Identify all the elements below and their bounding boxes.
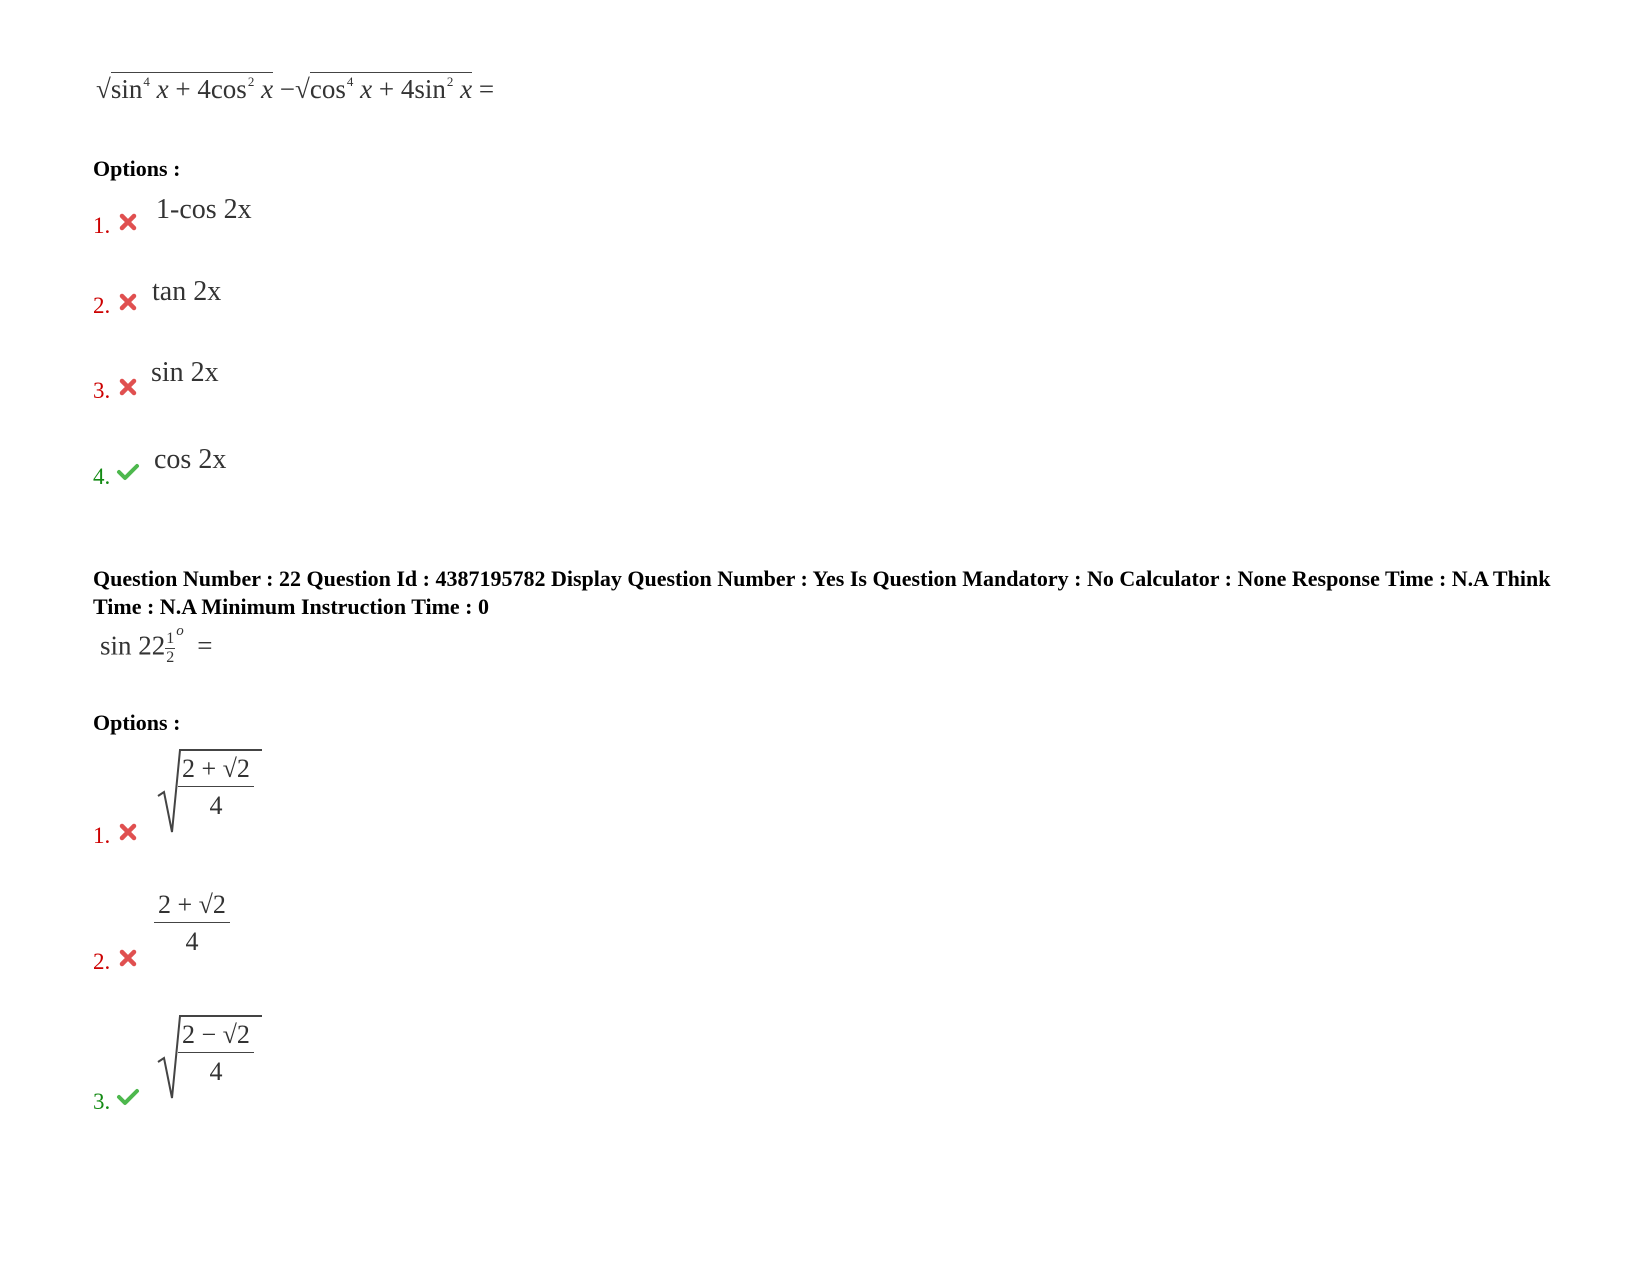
q21-options-label: Options : xyxy=(93,156,181,181)
q21-option-2-text: tan 2x xyxy=(152,276,222,307)
check-icon xyxy=(116,1087,140,1107)
cross-icon xyxy=(118,292,138,312)
q21-option-2-number: 2. xyxy=(93,293,111,318)
q21-option-3-text: sin 2x xyxy=(151,357,219,388)
q22-option-3-fraction: $\frac{2 - √2}{4}$ xyxy=(178,1020,254,1087)
cross-icon xyxy=(118,948,138,968)
q21-option-1-number: 1. xyxy=(93,213,111,238)
check-icon xyxy=(116,462,140,482)
q21-expression: $√\sin^4$ $x + 4\cos^2$ $x -√\cos^4$ $x + 4\sin^2$ x = xyxy=(96,74,495,104)
cross-icon xyxy=(118,212,138,232)
q22-info: Question Number : 22 Question Id : 4387195782 Display Question Number : Yes Is Question Mandatory : No Calculator : None Response Time : N.A Think Time : N.A Minimum Instruction Time : 0 xyxy=(93,566,1551,619)
q21-option-3-number: 3. xyxy=(93,378,111,403)
q21-option-1-text: 1-cos 2x xyxy=(156,194,252,225)
q22-option-1-number: 1. xyxy=(93,823,111,848)
q22-option-2-number: 2. xyxy=(93,949,111,974)
q21-option-4-number: 4. xyxy=(93,464,111,489)
q22-option-3-number: 3. xyxy=(93,1089,111,1114)
q22-expression: sin 22 $\frac{1}{2}$ $^o$ = xyxy=(100,622,213,666)
cross-icon xyxy=(118,822,138,842)
q22-option-2-fraction: $\frac{2 + √2}{4}$ xyxy=(154,890,230,957)
q22-options-label: Options : xyxy=(93,710,181,735)
q22-option-1-fraction: $\frac{2 + √2}{4}$ xyxy=(178,754,254,821)
cross-icon xyxy=(118,377,138,397)
q21-option-4-text: cos 2x xyxy=(154,444,227,475)
